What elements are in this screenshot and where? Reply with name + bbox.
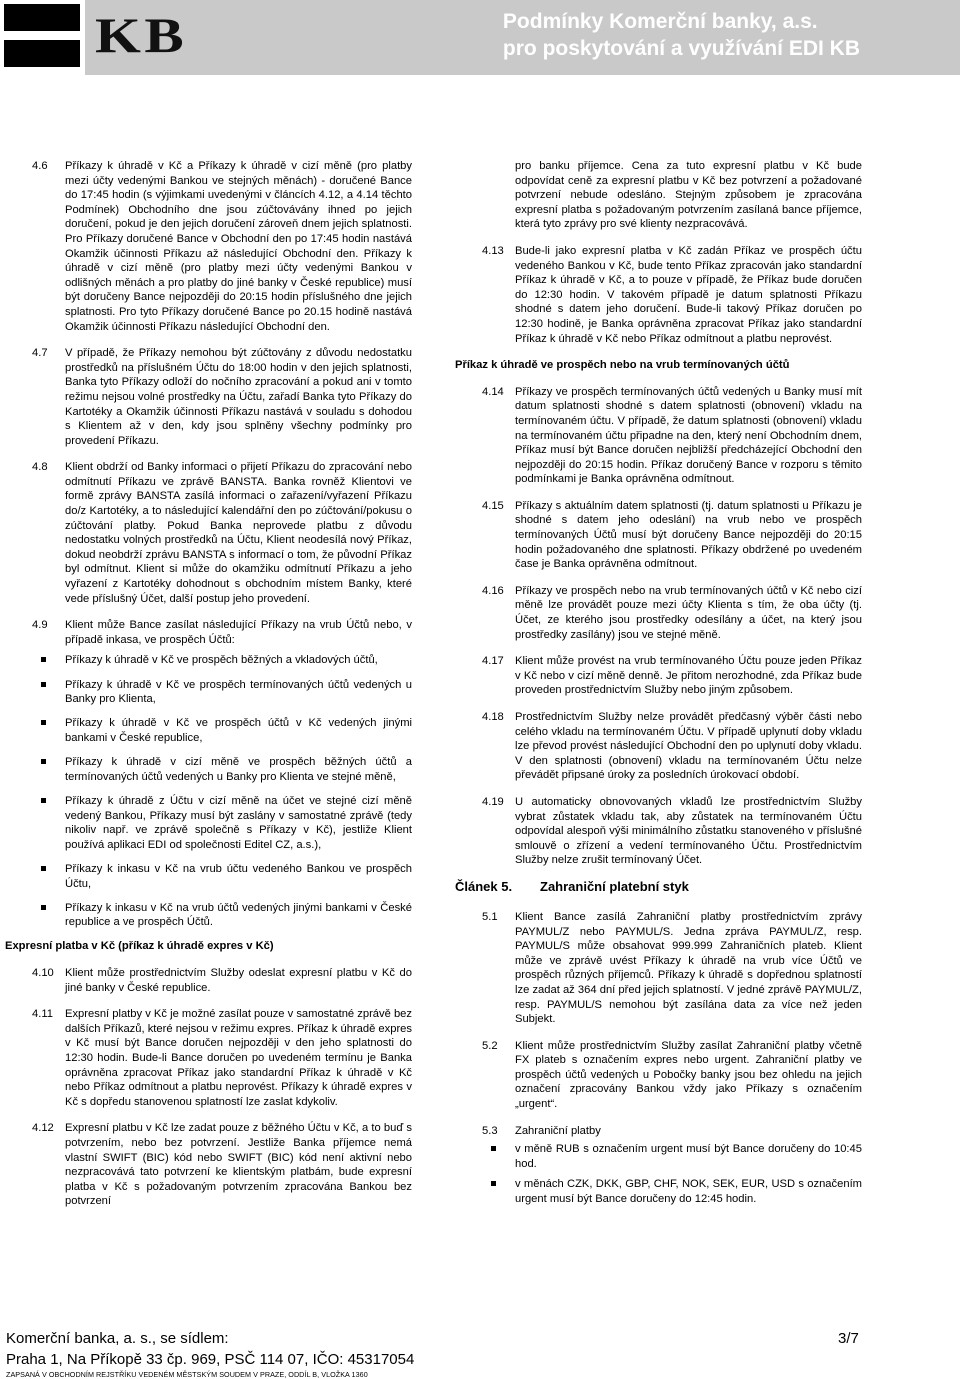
paragraph-5-2: [482, 1039, 862, 1112]
paragraph-4-15: [482, 499, 862, 572]
paragraph-number: 4.14: [482, 385, 504, 398]
paragraph-text: U automaticky obnovovaných vkladů lze prostřednictvím Služby vybrat zůstatek vkladu tak, aby zůstatek na termínovaném Účtu odpovídal alespoň výši minimálního zůstatku stanoveného v příslušné smlouvě o zřízení a vedení termínovaného Účtu. Prostřednictvím Služby nelze zrušit termínovaný Účet.: [515, 795, 862, 867]
paragraph-4-12-continued: pro banku příjemce. Cena za tuto expresní platbu v Kč bude odpovídat ceně za expresní platbu v Kč bez potvrzení a požadované potvrzení nebude odesláno. Stejným způsobem je zpracována expresní platba s požadovaným potvrzením zasílaná bance příjemce, která tyto zprávy pro své klienty nezpracovává.: [515, 160, 862, 231]
document-title: [503, 8, 860, 62]
list-item: Příkazy k inkasu v Kč na vrub účtů vedených jinými bankami v České republice a ve prospěch Účtů.: [65, 901, 412, 929]
paragraph-5-1: [482, 910, 862, 1027]
page-number: 3/7: [838, 1330, 859, 1347]
paragraph-4-14: [482, 385, 862, 487]
paragraph-text: Prostřednictvím Služby nelze provádět předčasný výběr části nebo celého vkladu na termínovaném Účtu. V případě uplynutí doby vkladu lze převod provést následující Obchodní den po uplynutí doby vkladu. V den splatnosti (obnovení) vkladu na termínovaném Účtu nelze převádět připsané úroky za posledních úrokovací období.: [515, 711, 862, 782]
list-item: v měně RUB s označením urgent musí být Bance doručeny do 10:45 hod.: [515, 1143, 862, 1170]
document-title-line2: pro poskytování a využívání EDI KB: [502, 37, 860, 60]
payment-types-list: [32, 653, 412, 929]
list-item: Příkazy k úhradě v cizí měně ve prospěch běžných účtů a termínovaných účtů vedených u Banky pro Klienta ve stejné měně,: [65, 756, 412, 783]
footer-company: Komerční banka, a. s., se sídlem:: [6, 1330, 229, 1347]
paragraph-text: V případě, že Příkazy nemohou být zúčtovány z důvodu nedostatku prostředků na příslušném Účtu do 18:00 hodin v den jejich splatnosti, Banka tyto Příkazy odloží do nočního zpracování a pokud ani v tomto režimu nejsou volné prostředky na Účtu, zařadí Banka tyto Příkazy do Kartotéky a Okamžik účinnosti Příkazu nastává v souladu s dohodou s Klientem až v den, kdy jsou splněny všechny podmínky pro provedení Příkazu.: [65, 347, 412, 447]
paragraph-5-3: [482, 1124, 862, 1139]
paragraph-text: Příkazy ve prospěch nebo na vrub termínovaných účtů v Kč nebo cizí měně lze provádět pouze mezi účty Klienta s tím, že oba účty (tj. Účet, ze kterého jsou prostředky odesílány a účet, na který jsou prostředky zasílány) jsou ve stejné měně.: [515, 584, 862, 641]
paragraph-text: Expresní platby v Kč je možné zasílat pouze v samostatné zprávě bez dalších Příkazů, které nejsou v režimu expres. Příkaz k úhradě expres v Kč musí být Bance doručen nejpozději v den jeho splatnosti do 12:30 hodin. Bude-li Bance doručen po uvedeném termínu je Banka oprávněna zpracovat Příkaz jako standardní Příkaz k úhradě v Kč nebo Příkaz odmítnout a platbu neprovést. Příkazy k úhradě expres v Kč s dopředu stanovenou splatností lze zaslat kdykoliv.: [65, 1008, 412, 1108]
paragraph-number: 4.18: [482, 711, 504, 723]
paragraph-number: 4.13: [482, 244, 504, 257]
paragraph-4-17: [482, 654, 862, 698]
list-item: v měnách CZK, DKK, GBP, CHF, NOK, SEK, EUR, USD s označením urgent musí být Bance doručeny do 12:45 hodin.: [515, 1178, 862, 1206]
paragraph-text: Zahraniční platby: [515, 1124, 601, 1137]
paragraph-text: Bude-li jako expresní platba v Kč zadán Příkaz ve prospěch účtu vedeného Bankou v Kč, bude tento Příkaz zpracován jako standardní Příkaz k úhradě v Kč, a to pouze v případě, že Příkaz bude doručen do 12:30 hodin. V takovém případě je datum splatnosti Příkazu shodné s datem jeho doručení. Bude-li takový Příkaz doručen po 12:30 hodině, je Banka oprávněna zpracovat Příkaz jako standardní Příkaz k úhradě v Kč nebo Příkaz odmítnout a platbu neprovést.: [515, 244, 862, 345]
kb-logo-icon: [0, 0, 85, 75]
paragraph-4-11: [32, 1007, 412, 1109]
left-column: [5, 159, 412, 1221]
paragraph-text: Klient může prostřednictvím Služby odeslat expresní platbu v Kč do jiné banky v České republice.: [65, 967, 412, 994]
footer-address: Praha 1, Na Příkopě 33 čp. 969, PSČ 114 07, IČO: 45317054: [6, 1351, 415, 1368]
paragraph-number: 4.16: [482, 584, 504, 597]
paragraph-4-18: [482, 710, 862, 783]
paragraph-text: Příkazy ve prospěch termínovaných účtů vedených u Banky musí mít datum splatnosti shodné s datem splatnosti (obnovení) vkladu na termínovaném účtu. V případě, že datum splatnosti (obnovení) vkladu na termínovaném účtu připadne na den, který není Obchodním dnem, Příkaz musí být Bance doručen nejbližší předcházející Obchodní den nejpozději do 20:15 hodin. Příkaz doručený Bance v rozporu s těmito podmínkami je Banka oprávněna odmítnout.: [515, 385, 862, 486]
paragraph-number: 4.6: [32, 160, 48, 172]
paragraph-number: 4.10: [32, 967, 54, 980]
paragraph-4-7: [32, 346, 412, 448]
article-number: Článek 5.: [455, 878, 513, 894]
logo-text: KB: [95, 7, 188, 63]
paragraph-number: 5.2: [482, 1039, 498, 1052]
page-header: [0, 0, 960, 75]
section-heading-express: Expresní platba v Kč (příkaz k úhradě expres v Kč): [5, 940, 274, 953]
list-item: Příkazy k inkasu v Kč na vrub účtu vedeného Bankou ve prospěch Účtu,: [65, 862, 412, 890]
paragraph-text: Klient může prostřednictvím Služby zasílat Zahraniční platby včetně FX plateb s označením expres nebo urgent. Zahraniční platby ve prospěch účtů vedených u Pobočky banky jsou bez ohledu na jejich označení zpracovány Bankou vždy jako Příkazy s označením „urgent“.: [515, 1039, 862, 1111]
list-item: Příkazy k úhradě v Kč ve prospěch běžných a vkladových účtů,: [65, 653, 412, 668]
paragraph-text: Klient může Bance zasílat následující Příkazy na vrub Účtů nebo, v případě inkasa, ve prospěch Účtů:: [65, 619, 412, 646]
right-column: [455, 159, 862, 1213]
list-item: Příkazy k úhradě v Kč ve prospěch účtů v Kč vedených jinými bankami v České republice,: [65, 717, 412, 744]
paragraph-text: Klient může provést na vrub termínovaného Účtu pouze jeden Příkaz v Kč nebo v cizí měně denně. Je přitom nerozhodné, zda Příkaz bude proveden prostřednictvím Služby nebo jiným způsobem.: [515, 655, 862, 697]
paragraph-4-10: [32, 966, 412, 995]
paragraph-4-8: [32, 460, 412, 606]
document-title-line1: Podmínky Komerční banky, a.s.: [502, 10, 818, 33]
paragraph-number: 4.17: [482, 655, 504, 668]
paragraph-text: Příkazy k úhradě v Kč a Příkazy k úhradě v cizí měně (pro platby mezi účty vedenými Bankou ve stejných měnách) - doručené Bance do 17:45 hodin (s výjimkami uvedenými v článcích 4.12, a 4.14 těchto Podmínek) Obchodního dne jsou zúčtovávány ihned po jejich doručení, pokud je den jejich doručení zároveň dnem jejich splatnosti. Pro Příkazy doručené Bance v Obchodní den po 17:45 hodin nastává Okamžik účinnosti Příkazu až následující Obchodní den. Příkazy k úhradě v cizí měně (pro platby mezi účty vedenými Bankou v odlišných měnách a pro platby do jiné banky v České republice) musí být doručeny Bance nejpozději do 20:15 hodin příslušného dne jejich splatnosti. Pro tyto Příkazy doručené Bance po 20.15 hodině nastává Okamžik účinnosti Příkazu následující Obchodní den.: [65, 160, 412, 333]
paragraph-number: 4.8: [32, 461, 48, 474]
urgent-deadlines-list: [482, 1142, 862, 1206]
paragraph-4-6: [32, 159, 412, 334]
article-title: Zahraniční platební styk: [540, 878, 689, 894]
paragraph-number: 4.19: [482, 795, 504, 808]
footer-registry: ZAPSANÁ V OBCHODNÍM REJSTŘÍKU VEDENÉM MĚSTSKÝM SOUDEM V PRAZE, ODDÍL B, VLOŽKA 1360: [6, 1370, 368, 1379]
paragraph-text: Klient obdrží od Banky informaci o přijetí Příkazu do zpracování nebo odmítnutí Příkazu ve zprávě BANSTA. Banka rovněž Klientovi ve formě zprávy BANSTA zasílá informaci o zařazení/vyřazení Příkazu do/z Kartotéky, a to následující kalendářní den po zúčtování/pokusu o zúčtování platby. Pokud Banka neprovede platbu z důvodu nedostatku volných prostředků na Účtu, Klient neodesílá nový Příkaz, dokud neobdrží zprávu BANSTA s informací o tom, že původní Příkaz byl odmítnut. Klient si může do okamžiku odmítnutí Příkazu a jeho vyřazení z Kartotéky dohodnout s obchodním místem Banky, které vede příslušný Účet, další postup jeho provedení.: [65, 461, 412, 605]
paragraph-number: 5.3: [482, 1124, 498, 1137]
list-item: Příkazy k úhradě z Účtu v cizí měně na účet ve stejné cizí měně vedený Bankou, Příkazy musí být zaslány v samostatné zprávě (tedy nikoliv např. ve zprávě společně s Příkazy v Kč), jestliže Klient používá aplikaci EDI od společnosti Editel CZ, a.s.),: [65, 794, 412, 851]
article-heading: [455, 880, 862, 898]
paragraph-4-12: [32, 1121, 412, 1209]
paragraph-4-19: [482, 795, 862, 868]
paragraph-number: 5.1: [482, 910, 498, 923]
paragraph-number: 4.15: [482, 499, 504, 512]
paragraph-text: Klient Bance zasílá Zahraniční platby prostřednictvím zprávy PAYMUL/Z nebo PAYMUL/S. Jedna zpráva PAYMUL/Z, resp. PAYMUL/S může obsahovat 999.999 Zahraničních plateb. Klient může ve zprávě uvést Příkazy k úhradě na vrub více Účtů ve prospěch různých příjemců. Příkazy k úhradě s dopřednou splatností lze zadat až 364 dní před jejich splatností. V jedné zprávě PAYMUL/Z, resp. PAYMUL/S nemohou být zasílána data za více než jeden Subjekt.: [515, 910, 862, 1026]
paragraph-number: 4.7: [32, 347, 48, 360]
paragraph-number: 4.11: [32, 1008, 53, 1021]
paragraph-4-16: [482, 584, 862, 642]
paragraph-4-13: [482, 244, 862, 346]
paragraph-text: Expresní platbu v Kč lze zadat pouze z běžného Účtu v Kč, a to buď s potvrzením, nebo bez potvrzení. Jestliže Banka příjemce nemá vlastní SWIFT (BIC) kód nebo SWIFT (BIC) kód není aktivní nebo nezpracovává tato potvrzení ke klientským platbám, bude expresní platba v Kč s požadovaným potvrzením zpracována Bankou bez potvrzení: [65, 1122, 412, 1208]
paragraph-number: 4.12: [32, 1122, 54, 1135]
paragraph-4-9: [32, 618, 412, 647]
list-item: Příkazy k úhradě v Kč ve prospěch termínovaných účtů vedených u Banky pro Klienta,: [65, 678, 412, 706]
paragraph-number: 4.9: [32, 619, 48, 632]
section-heading-term-accounts: Příkaz k úhradě ve prospěch nebo na vrub termínovaných účtů: [455, 359, 790, 372]
paragraph-text: Příkazy s aktuálním datem splatnosti (tj. datum splatnosti u Příkazu je shodné s datem jeho odeslání) na vrub nebo ve prospěch termínovaných Účtů musí být doručeny Bance nejpozději do 20:15 hodin požadovaného dne splatnosti. Příkazy obdržené po uvedeném čase je Banka oprávněna odmítnout.: [515, 499, 862, 571]
